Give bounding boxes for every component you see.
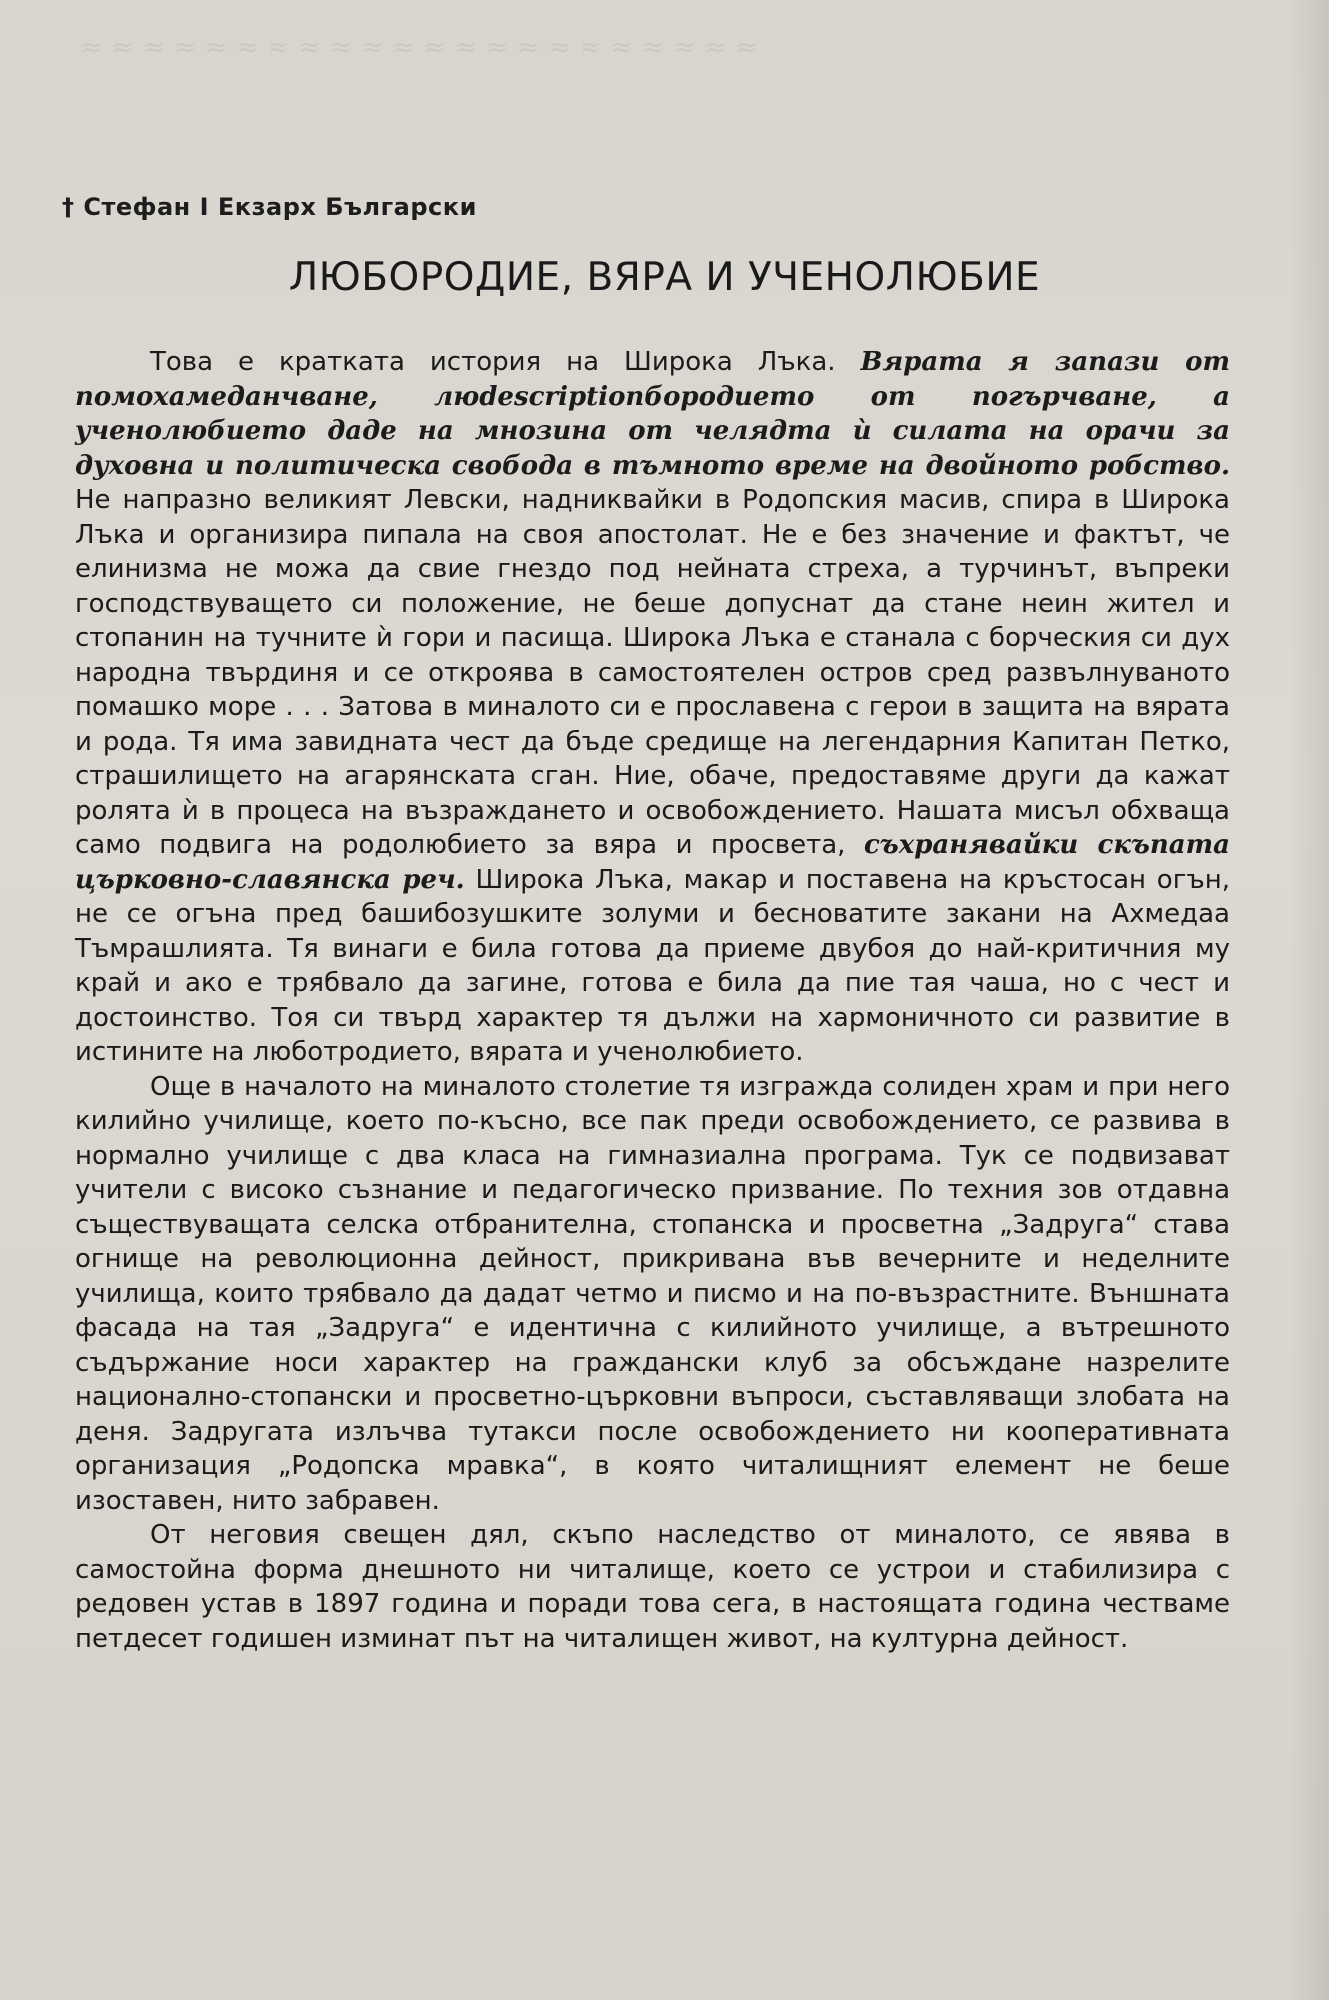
article-title: ЛЮБОРОДИЕ, ВЯРА И УЧЕНОЛЮБИЕ [288, 255, 1041, 300]
text-run: От неговия свещен дял, скъпо наследство от миналото, се явява в самостойна форма днешното ни читалище, което се устрои и стабилизира с редовен устав в 1897 година и поради това сега, в настоящата година честваме петдесет годишен изминат път на читалищен живот, на културна дейност. [75, 1520, 1230, 1654]
author-line: † Стефан I Екзарх Български [62, 193, 477, 221]
show-through-marks: ≈ ≈ ≈ ≈ ≈ ≈ ≈ ≈ ≈ ≈ ≈ ≈ ≈ ≈ ≈ ≈ ≈ ≈ ≈ ≈ ≈ ≈ [80, 32, 758, 63]
text-run: Не напразно великият Левски, надниквайки в Родопския масив, спира в Широка Лъка и организира пипала на своя апостолат. Не е без значение и фактът, че елинизма не можа да свие гнездо под нейната стреха, а турчинът, въпреки господствуващето си положение, не беше допуснат да стане неин жител и стопанин на тучните ѝ гори и пасища. Широка Лъка е станала с борческия си дух народна твърдиня и се откроява в самостоятелен остров сред развълнуваното помашко море . . . Затова в миналото си е прославена с герои в защита на вярата и рода. Тя има завидната чест да бъде средище на легендарния Капитан Петко, страшилището на агарянската сган. Ние, обаче, предоставяме други да кажат ролята ѝ в процеса на възраждането и освобождението. Нашата мисъл обхваща само подвига на родолюбието за вяра и просвета, [75, 485, 1230, 860]
text-run: Широка Лъка, макар и поставена на кръстосан огън, не се огъна пред башибозушките золуми и бесноватите закани на Ахмедаа Тъмрашлията. Тя винаги е била готова да приеме двубоя до най-критичния му край и ако е трябвало да загине, готова е била да пие тая чаша, но с чест и достоинство. Тоя си твърд характер тя дължи на хармоничното си развитие в истините на люботродието, вярата и ученолюбието. [75, 864, 1231, 1067]
paragraph-3 [75, 1518, 1230, 1656]
paragraph-2 [75, 1070, 1230, 1519]
show-through-text [80, 30, 1240, 65]
paragraph-1 [75, 345, 1230, 1070]
text-run: Още в началото на миналото столетие тя изгражда солиден храм и при него килийно училище, което по-късно, все пак преди освобождението, се развива в нормално училище с два класа на гимназиална програма. Тук се подвизават учители с високо съзнание и педагогическо призвание. По техния зов отдавна съществуващата селска отбранителна, стопанска и просветна „Задруга“ става огнище на революционна дейност, прикривана във вечерните и неделните училища, които трябвало да дадат четмо и писмо и на по-възрастните. Външната фасада на тая „Задруга“ е идентична с килийното училище, а вътрешното съдържание носи характер на граждански клуб за обсъждане назрелите национално-стопански и просветно-църковни въпроси, съставляващи злобата на деня. Задругата излъчва тутакси после освобождението ни кооперативната организация „Родопска мравка“, в която читалищният елемент не беше изоставен, нито забравен. [75, 1071, 1230, 1516]
emphasized-text: Вярата я запази от помохамеданчване, люdescriptionбородието от погърчване, а ученолюбието даде на мнозина от челядта ѝ силата на орачи за духовна и политическа свобода в тъмното време на двойното робство. [75, 347, 1230, 481]
article-body [75, 345, 1230, 1656]
text-run: Това е кратката история на Широка Лъка. [150, 347, 861, 377]
page-edge-shadow [1289, 0, 1329, 2000]
emphasized-text: съхранявайки скъпата църковно-славянска реч. [75, 830, 1230, 895]
